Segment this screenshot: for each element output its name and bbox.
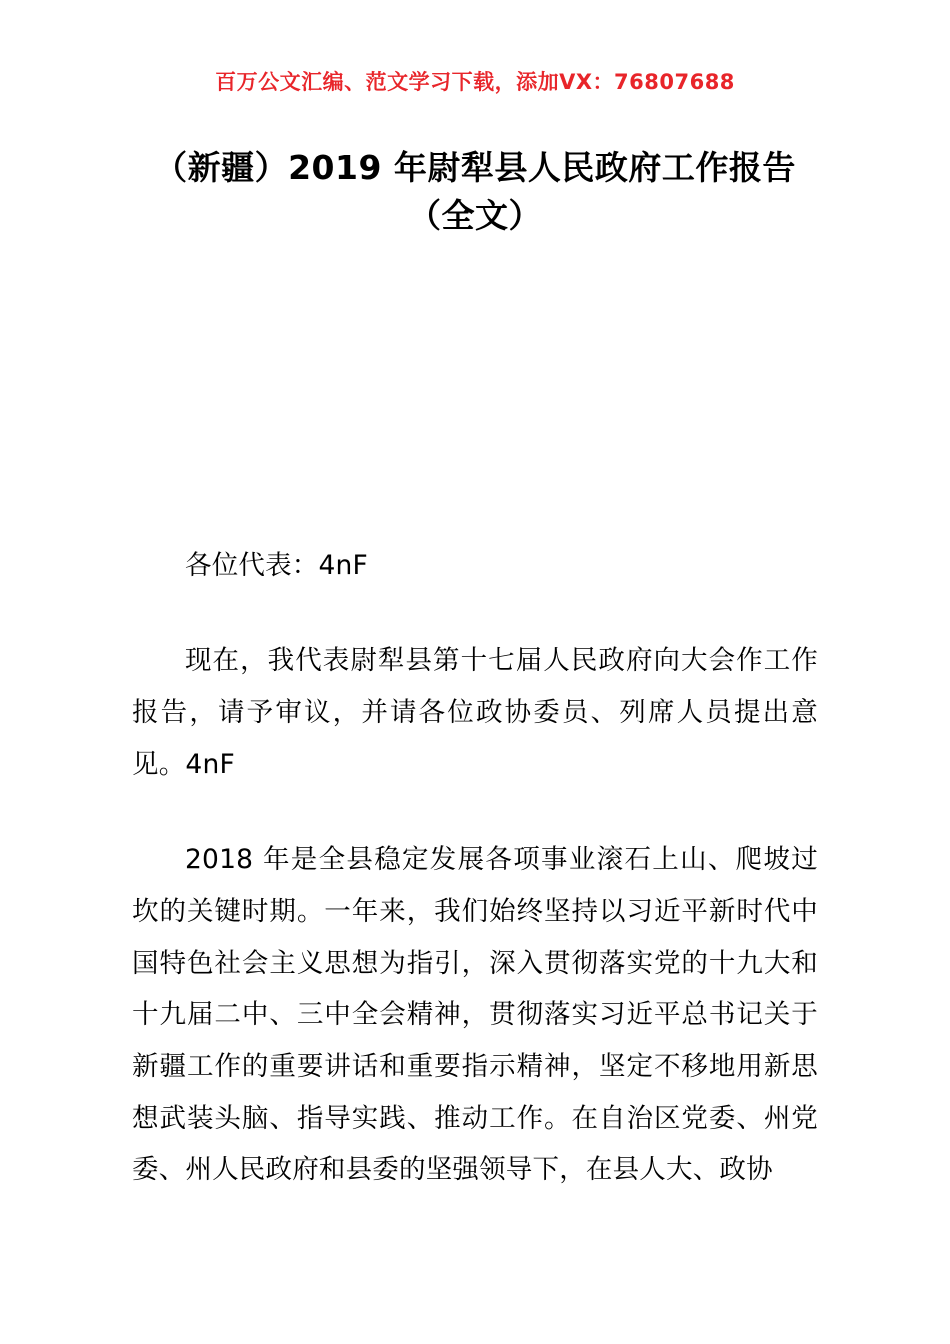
paragraph-body-1: 2018 年是全县稳定发展各项事业滚石上山、爬坡过坎的关键时期。一年来，我们始终坚持以习近平新时代中国特色社会主义思想为指引，深入贯彻落实党的十九大和十九届二中、三中全会精神，贯彻落实习近平总书记关于新疆工作的重要讲话和重要指示精神，坚定不移地用新思想武装头脑、指导实践、推动工作。在自治区党委、州党委、州人民政府和县委的坚强领导下，在县人大、政协 [132, 844, 818, 1186]
page-title: （新疆）2019 年尉犁县人民政府工作报告（全文） [154, 148, 796, 235]
watermark-banner: 百万公文汇编、范文学习下载，添加VX：76807688 [215, 70, 735, 94]
paragraph-intro: 现在，我代表尉犁县第十七届人民政府向大会作工作报告，请予审议，并请各位政协委员、列席人员提出意见。4nF [132, 645, 818, 780]
paragraph-salutation: 各位代表：4nF [185, 549, 368, 581]
document-body [0, 540, 950, 1196]
